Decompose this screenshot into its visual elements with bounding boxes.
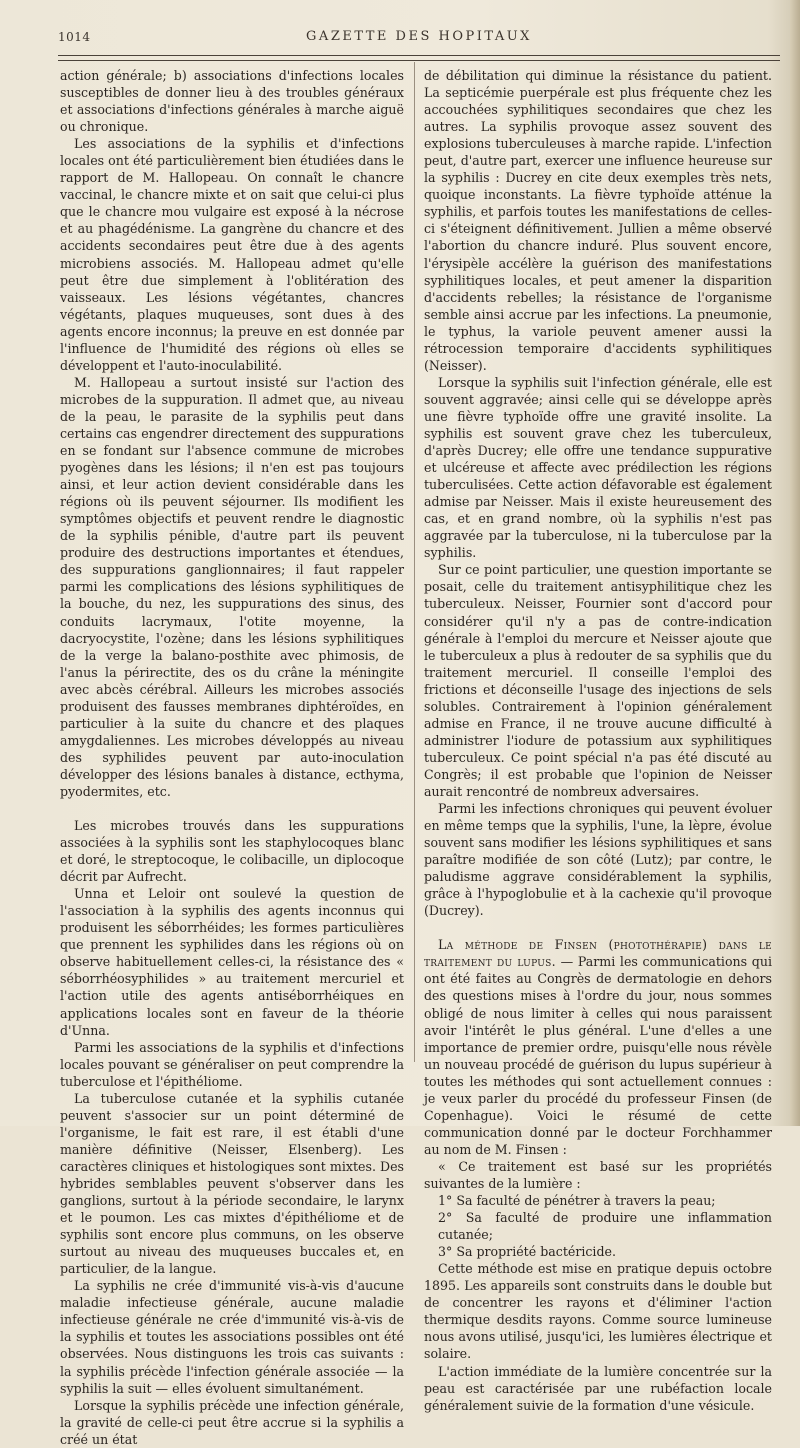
left-column [60, 67, 404, 1448]
header-rule [58, 55, 780, 61]
section-text: — Parmi les communications qui ont été faites au Congrès de dermatologie en dehors des questions mises à l'ordre du jour, nous sommes obligé de nous limiter à celles qui nous paraissent avoir l'intérêt le plus général. L'une d'elles a une importance de premier ordre, puisqu'elle nous révèle un nouveau procédé de guérison du lupus supérieur à toutes les méthodes qui sont actuellement connues : je veux parler du procédé du professeur Finsen (de Copenhague). Voici le résumé de cette communication donné par le docteur Forchhammer au nom de M. Finsen : [424, 954, 772, 1157]
paragraph: Parmi les infections chroniques qui peuvent évoluer en même temps que la syphilis, l'une, la lèpre, évolue souvent sans modifier les lésions syphilitiques et sans paraître modifiée de son côté (Lutz); par contre, le paludisme aggrave considérablement la syphilis, grâce à l'hypoglobulie et à la cachexie qu'il provoque (Ducrey). [424, 801, 772, 919]
column-divider [414, 62, 415, 1062]
page-edge [790, 0, 800, 1126]
paragraph: L'action immédiate de la lumière concentrée sur la peau est caractérisée par une rubéfaction locale généralement suivie de la formation d'une vésicule. [424, 1363, 772, 1413]
paragraph: Les microbes trouvés dans les suppurations associées à la syphilis sont les staphylocoques blanc et doré, le streptocoque, le colibacille, un diplocoque décrit par Aufrecht. [60, 818, 404, 885]
paragraph: Parmi les associations de la syphilis et d'infections locales pouvant se généraliser on peut comprendre la tuberculose et l'épithéliome. [60, 1039, 404, 1089]
paragraph: Cette méthode est mise en pratique depuis octobre 1895. Les appareils sont construits dans le double but de concentrer les rayons et d'éliminer l'action thermique desdits rayons. Comme source lumineuse nous avons utilisé, jusqu'ici, les lumières électrique et solaire. [424, 1261, 772, 1362]
running-header [58, 28, 780, 48]
paragraph: La syphilis ne crée d'immunité vis-à-vis d'aucune maladie infectieuse générale, aucune maladie infectieuse générale ne crée d'immunité vis-à-vis de la syphilis et toutes les associations possibles ont été observées. Nous distinguons les trois cas suivants : la syphilis précède l'infection générale associée — la syphilis la suit — elles évoluent simultanément. [60, 1278, 404, 1396]
paragraph: Les associations de la syphilis et d'infections locales ont été particulièrement bien étudiées dans le rapport de M. Hallopeau. On connaît le chancre vaccinal, le chancre mixte et on sait que celui-ci plus que le chancre mou vulgaire est exposé à la nécrose et au phagédénisme. La gangrène du chancre et des accidents secondaires peut être due à des agents microbiens associés. M. Hallopeau admet qu'elle peut être due simplement à l'oblitération des vaisseaux. Les lésions végétantes, chancres végétants, plaques muqueuses, sont dues à des agents encore inconnus; la preuve en est donnée par l'influence de l'humidité des régions où elles se développent et l'auto-inoculabilité. [60, 136, 404, 373]
journal-title: GAZETTE DES HOPITAUX [306, 29, 532, 44]
section-heading: La méthode de Finsen (photothérapie) dans le traitement du lupus. [424, 937, 772, 970]
paragraph: Sur ce point particulier, une question importante se posait, celle du traitement antisyphilitique chez les tuberculeux. Neisser, Fournier sont d'accord pour considérer qu'il n'y a pas de contre-indication générale à l'emploi du mercure et Neisser ajoute que le tuberculeux a plus à redouter de sa syphilis que du traitement mercuriel. Il conseille l'emploi des frictions et déconseille l'usage des injections de sels solubles. Contrairement à l'opinion généralement admise en France, il ne trouve aucune difficulté à administrer l'iodure de potassium aux syphilitiques tuberculeux. Ce point spécial n'a pas été discuté au Congrès; il est probable que l'opinion de Neisser aurait rencontré de nombreux adversaires. [424, 562, 772, 799]
list-item: 3° Sa propriété bactéricide. [438, 1244, 616, 1260]
paragraph: de débilitation qui diminue la résistance du patient. La septicémie puerpérale est plus fréquente chez les accouchées syphilitiques secondaires que chez les autres. La syphilis provoque assez souvent des explosions tuberculeuses à marche rapide. L'infection peut, d'autre part, exercer une influence heureuse sur la syphilis : Ducrey en cite deux exemples très nets, quoique inconstants. La fièvre typhoïde atténue la syphilis, et parfois toutes les manifestations de celles-ci s'éteignent définitivement. Jullien a même observé l'abortion du chancre induré. Plus souvent encore, l'érysipèle accélère la guérison des manifestations syphilitiques locales, et peut amener la disparition d'accidents rebelles; la résistance de l'organisme semble ainsi accrue par les infections. La pneumonie, le typhus, la variole peuvent amener aussi la rétrocession temporaire d'accidents syphilitiques (Neisser). [424, 68, 772, 373]
section-paragraph [424, 936, 772, 1158]
paragraph: Unna et Leloir ont soulevé la question de l'association à la syphilis des agents inconnus qui produisent les séborrhéides; les formes particulières que prennent les syphilides dans les régions où on observe habituellement celles-ci, la résistance des « séborrhéosyphilides » au traitement mercuriel et l'action utile des agents antiséborrhéiques en applications locales sont en faveur de la théorie d'Unna. [60, 886, 404, 1038]
list-item: 2° Sa faculté de produire une inflammation cutanée; [438, 1210, 772, 1243]
right-column [424, 67, 772, 1414]
list-item: 1° Sa faculté de pénétrer à travers la peau; [438, 1193, 716, 1209]
paragraph: Lorsque la syphilis précède une infection générale, la gravité de celle-ci peut être accrue si la syphilis a créé un état [60, 1397, 404, 1447]
paragraph: « Ce traitement est basé sur les propriétés suivantes de la lumière : [424, 1158, 772, 1191]
paragraph: action générale; b) associations d'infections locales susceptibles de donner lieu à des troubles généraux et associations d'infections générales à marche aiguë ou chronique. [60, 68, 404, 135]
paragraph: M. Hallopeau a surtout insisté sur l'action des microbes de la suppuration. Il admet que, au niveau de la peau, le parasite de la syphilis peut dans certains cas engendrer directement des suppurations en se fondant sur l'absence commune de microbes pyogènes dans les lésions; il n'en est pas toujours ainsi, et leur action devient considérable dans les régions où ils peuvent séjourner. Ils modifient les symptômes objectifs et peuvent rendre le diagnostic de la syphilis pénible, d'autre part ils peuvent produire des destructions importantes et étendues, des suppurations ganglionnaires; il faut rappeler parmi les complications des lésions syphilitiques de la bouche, du nez, les suppurations des sinus, des conduits lacrymaux, l'otite moyenne, la dacryocystite, l'ozène; dans les lésions syphilitiques de la verge la balano-posthite avec phimosis, de l'anus la périrectite, des os du crâne la méningite avec abcès cérébral. Ailleurs les microbes associés produisent des fausses membranes diphtéroïdes, en particulier à la suite du chancre et des plaques amygdaliennes. Les microbes développés au niveau des syphilides peuvent par auto-inoculation développer des lésions banales à distance, ecthyma, pyodermites, etc. [60, 374, 404, 799]
paragraph: Lorsque la syphilis suit l'infection générale, elle est souvent aggravée; ainsi celle qui se développe après une fièvre typhoïde offre une gravité insolite. La syphilis est souvent grave chez les tuberculeux, d'après Ducrey; elle offre une tendance suppurative et ulcéreuse et affecte avec prédilection les régions tuberculisées. Cette action défavorable est également admise par Neisser. Mais il existe heureusement des cas, et en grand nombre, où la syphilis n'est pas aggravée par la tuberculose, ni la tuberculose par la syphilis. [424, 374, 772, 561]
page-number: 1014 [58, 30, 91, 44]
paragraph: La tuberculose cutanée et la syphilis cutanée peuvent s'associer sur un point déterminé de l'organisme, le fait est rare, il est établi d'une manière définitive (Neisser, Elsenberg). Les caractères cliniques et histologiques sont mixtes. Des hybrides semblables peuvent s'observer dans les ganglions, surtout à la période secondaire, le larynx et le poumon. Les cas mixtes d'épithéliome et de syphilis sont encore plus communs, on les observe surtout au niveau des muqueuses buccales et, en particulier, de la langue. [60, 1090, 404, 1277]
